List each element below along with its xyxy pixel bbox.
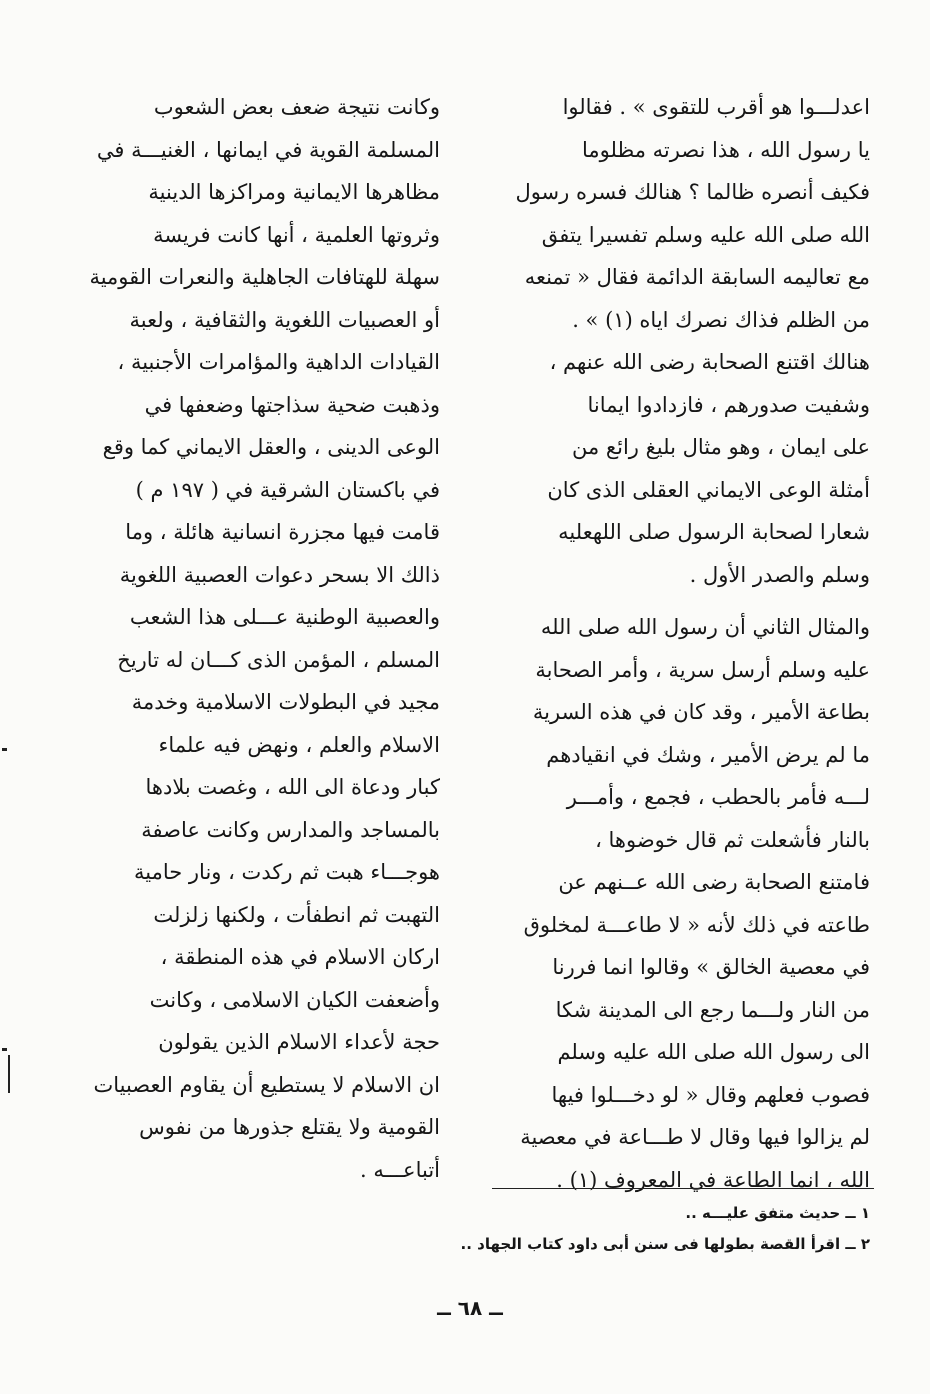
text-line: أمثلة الوعى الايماني العقلى الذى كان (547, 477, 870, 502)
text-line: فامتنع الصحابة رضى الله عــنهم عن (558, 870, 870, 894)
footnote-divider (492, 1188, 874, 1189)
text-line: مظاهرها الايمانية ومراكزها الدينية (148, 180, 440, 204)
text-line: الله ، انما الطاعة في المعروف (١) . (556, 1167, 870, 1192)
text-line: يا رسول الله ، هذا نصرته مظلوما (582, 137, 870, 162)
text-line: فصوب فعلهم وقال « لو دخـــلوا فيها (551, 1082, 870, 1107)
text-line: ما لم يرض الأمير ، وشك في انقيادهم (546, 742, 870, 767)
margin-mark (2, 748, 7, 751)
text-line: كبار ودعاة الى الله ، وغصت بلادها (145, 775, 440, 799)
paragraph (508, 606, 870, 1201)
footnotes (360, 1198, 870, 1260)
text-line: وأضعفت الكيان الاسلامى ، وكانت (149, 987, 440, 1012)
text-line: قامت فيها مجزرة انسانية هائلة ، وما (125, 520, 440, 544)
text-line: مجيد في البطولات الاسلامية وخدمة (131, 690, 440, 714)
text-line: الى رسول الله صلى الله عليه وسلم (557, 1040, 870, 1064)
text-line: القومية ولا يقتلع جذورها من نفوس (139, 1115, 440, 1139)
left-column (78, 86, 440, 1191)
text-line: من الظلم فذاك نصرك اياه (١) » . (572, 307, 870, 332)
text-line: التهبت ثم انطفأت ، ولكنها زلزلت (153, 902, 440, 927)
text-line: شعارا لصحابة الرسول صلى اللهعليه (558, 520, 870, 544)
text-line: في باكستان الشرقية في ( ١٩٧ م ) (135, 477, 440, 502)
text-line: أو العصبيات اللغوية والثقافية ، ولعبة (129, 307, 440, 332)
text-line: سهلة للهتافات الجاهلية والنعرات القومية (89, 265, 440, 289)
text-line: من النار ولـــما رجع الى المدينة شكا (555, 997, 870, 1022)
text-line: وذهبت ضحية سذاجتها وضعفها في (144, 392, 440, 417)
margin-mark (8, 1055, 10, 1093)
text-line: وكانت نتيجة ضعف بعض الشعوب (153, 95, 440, 119)
text-line: لم يزالوا فيها وقال لا طـــاعة في معصية (520, 1125, 870, 1149)
text-line: هنالك اقتنع الصحابة رضى الله عنهم ، (549, 350, 870, 374)
text-line: مع تعاليمه السابقة الدائمة فقال « تمنعه (524, 265, 870, 289)
text-line: القيادات الداهية والمؤامرات الأجنبية ، (117, 350, 440, 374)
text-line: الاسلام والعلم ، ونهض فيه علماء (158, 732, 440, 757)
paragraph (508, 86, 870, 596)
footnote: ١ ــ حديث متفق عليـــه .. (685, 1204, 870, 1222)
text-line: أتباعـــه . (359, 1157, 440, 1182)
text-line: الله صلى الله عليه وسلم تفسيرا يتفق (541, 222, 870, 247)
page-number: ــ ٦٨ ــ (437, 1296, 503, 1320)
text-line: لـــه فأمر بالحطب ، فجمع ، وأمـــر (566, 785, 870, 809)
text-line: اعدلـــوا هو أقرب للتقوى » . فقالوا (562, 95, 870, 119)
text-line: بالمساجد والمدارس وكانت عاصفة (141, 817, 440, 842)
text-line: في معصية الخالق » وقالوا انما فررنا (552, 955, 870, 979)
text-line: فكيف أنصره ظالما ؟ هنالك فسره رسول (515, 180, 870, 204)
text-line: ذالك الا بسحر دعوات العصبية اللغوية (119, 562, 440, 587)
right-column (508, 86, 870, 1201)
text-line: وسلم والصدر الأول . (689, 562, 870, 587)
text-line: حجة لأعداء الاسلام الذين يقولون (158, 1030, 440, 1054)
text-line: هوجـــاء هبت ثم ركدت ، ونار حامية (134, 860, 440, 884)
margin-mark (2, 1048, 7, 1051)
text-line: ان الاسلام لا يستطيع أن يقاوم العصبيات (93, 1072, 440, 1097)
text-line: بطاعة الأمير ، وقد كان في هذه السرية (532, 700, 870, 724)
text-line: الوعى الدينى ، والعقل الايماني كما وقع (102, 435, 440, 459)
text-line: والعصبية الوطنية عـــلى هذا الشعب (129, 605, 440, 629)
text-line: المسلمة القوية في ايمانها ، الغنيـــة في (96, 137, 440, 162)
text-line: وشفيت صدورهم ، فازدادوا ايمانا (587, 392, 870, 417)
footnote: ٢ ــ اقرأ القصة بطولها فى سنن أبى داود كتاب الجهاد .. (460, 1235, 870, 1253)
text-line: وثروتها العلمية ، أنها كانت فريسة (153, 222, 440, 247)
text-line: المسلم ، المؤمن الذى كـــان له تاريخ (117, 647, 440, 672)
text-line: اركان الاسلام في هذه المنطقة ، (160, 945, 440, 969)
text-line: على ايمان ، وهو مثال بليغ رائع من (572, 435, 870, 459)
text-line: بالنار فأشعلت ثم قال خوضوها ، (595, 827, 870, 852)
text-line: والمثال الثاني أن رسول الله صلى الله (540, 615, 870, 639)
paragraph-gap (508, 596, 870, 606)
text-line: طاعته في ذلك لأنه « لا طاعـــة لمخلوق (523, 912, 870, 937)
text-line: عليه وسلم أرسل سرية ، وأمر الصحابة (535, 657, 870, 682)
